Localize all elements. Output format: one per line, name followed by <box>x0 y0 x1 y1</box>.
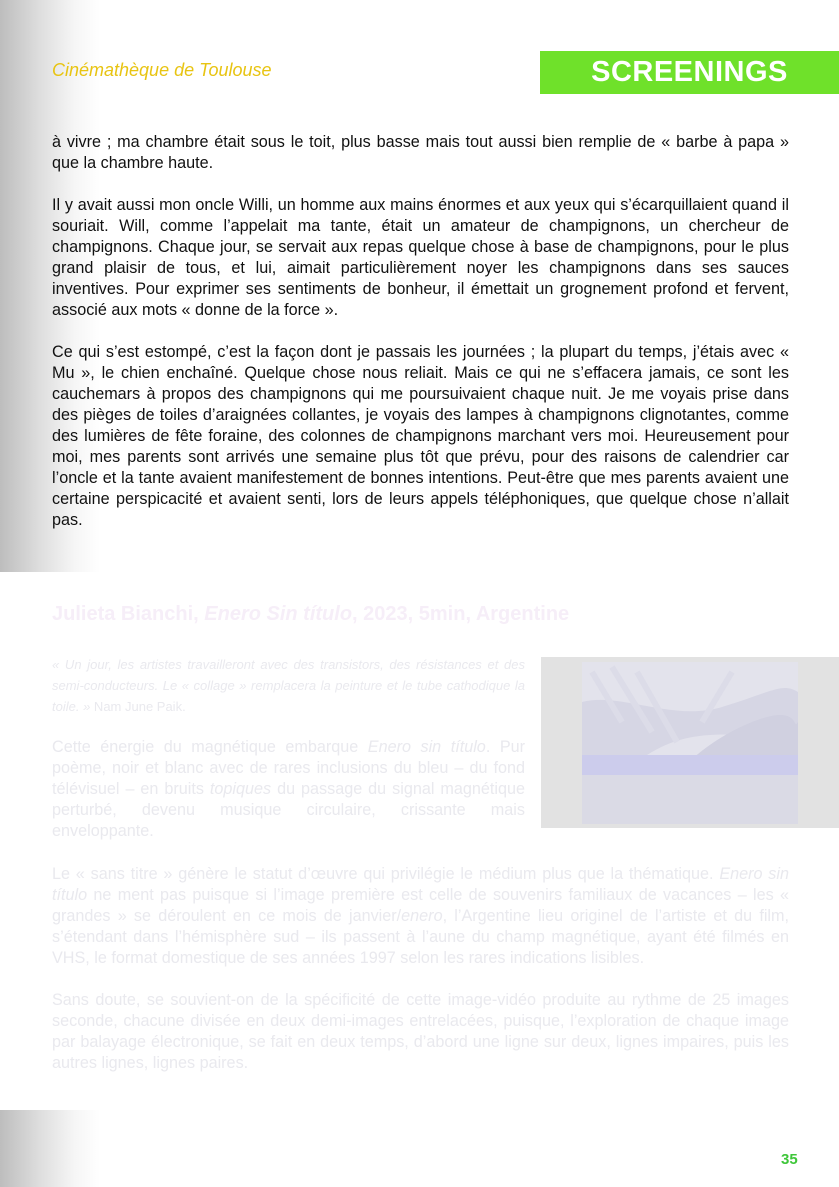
intro-text: Cette énergie du magnétique embarque <box>52 738 368 756</box>
film-title <box>52 603 569 626</box>
para-work-title: Enero sin título <box>52 865 790 904</box>
para-text: ne ment pas puisque si l’image première est celle de souvenirs familiaux de vacances – les « grandes » se déroulent en ce mois de janvier/ <box>52 886 789 925</box>
film-paragraph: Sans doute, se souvient-on de la spécificité de cette image-vidéo produite au rythme de 25 images seconde, chacune divisée en deux demi-images entrelacées, puisque, l’exploration de chaque image par balayage électronique, se fait en deux temps, d’abord une ligne sur deux, lignes impaires, puis les autres lignes, lignes paires. <box>52 991 789 1072</box>
intro-text: . Pur poème, noir et blanc avec de rares inclusions du bleu – du fond télévisuel – en bruits <box>52 738 526 798</box>
film-still-picture <box>582 662 798 824</box>
film-work-title: Enero Sin título <box>204 603 353 625</box>
film-intro-paragraph <box>52 737 525 842</box>
article-paragraph: Ce qui s’est estompé, c’est la façon dont je passais les journées ; la plupart du temps, j’étais avec « Mu », le chien enchaîné. Quelque chose nous reliait. Mais ce qui ne s’effacera jamais, ce sont les cauchemars à propos des champignons qui me poursuivaient chaque nuit. Je me voyais prise dans des pièges de toiles d’araignées collantes, je voyais des lampes à champignons clignotantes, comme des lumières de fête foraine, des colonnes de champignons marchant vers moi. Heureusement pour moi, mes parents sont arrivés une semaine plus tôt que prévu, pour des raisons de calendrier car l’oncle et la tante avaient manifestement de bonnes intentions. Peut-être que mes parents avaient une certaine perspicacité et avaient senti, lors de leurs appels téléphoniques, que quelque chose n’allait pas. <box>52 343 789 529</box>
page-edge-shadow-bottom <box>0 1110 100 1187</box>
film-director: Julieta Bianchi, <box>52 603 205 625</box>
film-still-image <box>541 657 839 828</box>
quote-text: « Un jour, les artistes travailleront avec des transistors, des résistances et des semi-conducteurs. Le « collage » remplacera la peinture et le tube cathodique la toile. » <box>52 657 525 714</box>
para-text: Le « sans titre » génère le statut d’œuvre qui privilégie le médium plus que la thématique. <box>52 865 720 883</box>
page-number: 35 <box>781 1151 798 1168</box>
intro-text: du passage du signal magnétique perturbé, devenu musique circulaire, crissante mais enveloppante. <box>52 780 525 840</box>
article-paragraph: à vivre ; ma chambre était sous le toit, plus basse mais tout aussi bien remplie de « barbe à papa » que la chambre haute. <box>52 133 789 172</box>
section-tag: SCREENINGS <box>540 51 839 94</box>
para-text: , l’Argentine lieu originel de l’artiste et du film, s’étendant dans l’hémisphère sud – ils passent à l’aune du champ magnétique, ayant été filmés en VHS, le format domestique de ses années 1997 selon les rares indications lisibles. <box>52 907 790 967</box>
article-body <box>52 132 789 552</box>
quote-author: Nam June Paik. <box>90 699 186 714</box>
para-term: enero <box>401 907 443 925</box>
intro-work-title: Enero sin título <box>367 738 486 756</box>
film-details: , 2023, 5min, Argentine <box>352 603 570 625</box>
venue-name: Cinémathèque de Toulouse <box>52 60 272 80</box>
intro-term: topiques <box>209 780 272 798</box>
film-paragraph <box>52 864 789 969</box>
article-paragraph: Il y avait aussi mon oncle Willi, un homme aux mains énormes et aux yeux qui s’écarquillaient quand il souriait. Will, comme l’appelait ma tante, était un amateur de champignons, un chercheur de champignons. Chaque jour, se servait aux repas quelque chose à base de champignons, pour le plus grand plaisir de tous, et lui, aimait particulièrement noyer les champignons dans ses sauces inventives. Pour exprimer ses sentiments de bonheur, il émettait un grognement profond et fervent, associé aux mots « donne de la force ». <box>52 196 789 319</box>
film-body-text <box>52 864 789 1095</box>
epigraph-quote <box>52 654 525 717</box>
